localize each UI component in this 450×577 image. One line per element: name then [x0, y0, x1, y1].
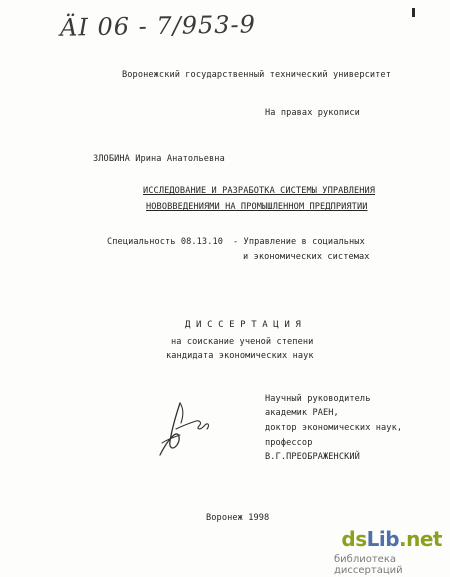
dslib-logo	[341, 527, 442, 551]
logo-lib: Lib	[366, 527, 400, 551]
author-name: ЗЛОБИНА Ирина Анатольевна	[93, 154, 225, 164]
place-and-year: Воронеж 1998	[206, 513, 270, 523]
supervisor-degree: доктор экономических наук,	[265, 423, 403, 433]
corner-mark	[412, 8, 415, 17]
university-name: Воронежский государственный технический университет	[122, 70, 391, 80]
specialty-description-line-2: и экономических системах	[243, 252, 370, 262]
supervisor-title: Научный руководитель	[265, 394, 371, 404]
handwritten-signature	[150, 395, 220, 465]
logo-ds: ds	[341, 527, 367, 551]
rights-note: На правах рукописи	[265, 108, 360, 118]
logo-net: .net	[399, 527, 442, 551]
supervisor-name: В.Г.ПРЕОБРАЖЕНСКИЙ	[265, 452, 360, 462]
document-type: Д И С С Е Р Т А Ц И Я	[185, 320, 301, 330]
degree-line-2: кандидата экономических наук	[166, 351, 314, 361]
supervisor-rank: профессор	[265, 438, 313, 448]
specialty-code: Специальность 08.13.10	[107, 237, 224, 247]
handwritten-catalog-number: ÄI 06 - 7/953-9	[59, 10, 257, 42]
thesis-title-line-1: ИССЛЕДОВАНИЕ И РАЗРАБОТКА СИСТЕМЫ УПРАВЛЕНИЯ	[143, 186, 376, 196]
thesis-title-line-2: НОВОВВЕДЕНИЯМИ НА ПРОМЫШЛЕННОМ ПРЕДПРИЯТИИ	[146, 202, 368, 212]
watermark-tagline: библиотека диссертаций	[334, 554, 403, 576]
supervisor-academic: академик РАЕН,	[265, 408, 339, 418]
specialty-description-line-1: - Управление в социальных	[233, 237, 365, 247]
degree-line-1: на соискание ученой степени	[171, 337, 314, 347]
dslib-watermark	[334, 527, 444, 576]
